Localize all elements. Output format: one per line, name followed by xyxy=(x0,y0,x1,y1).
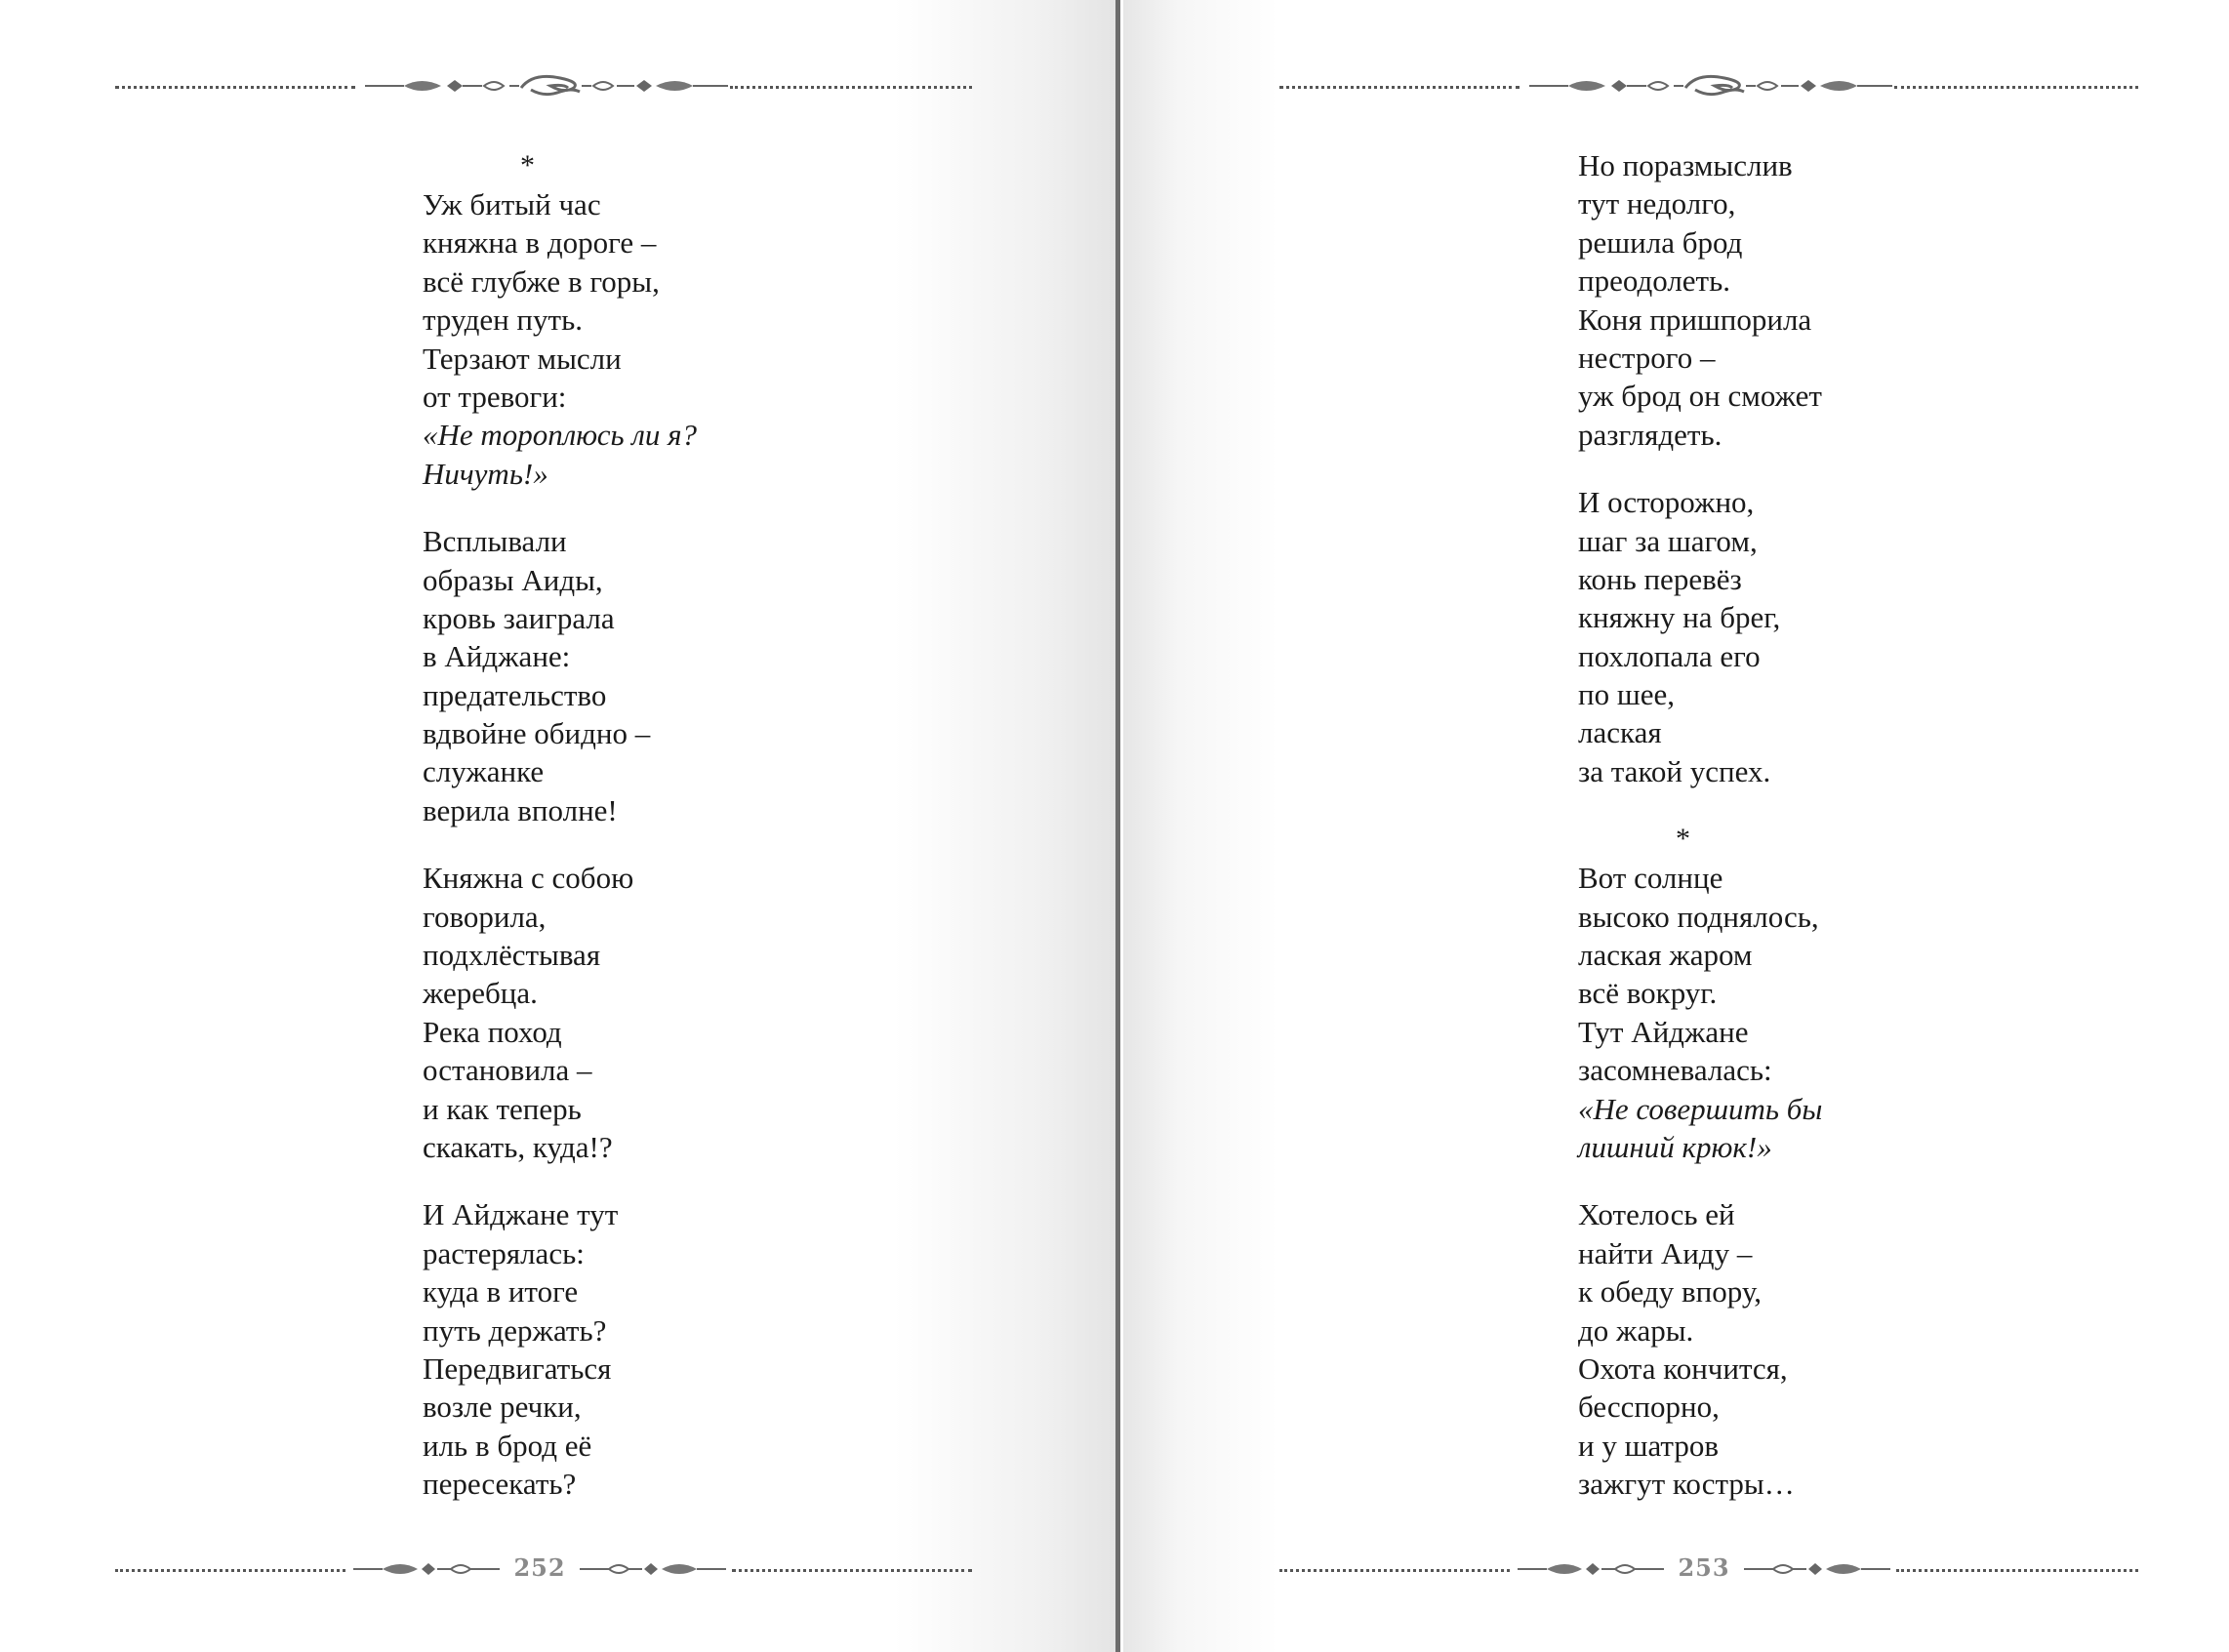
verse-line: И Айджане тут xyxy=(423,1197,619,1232)
header-ornament xyxy=(0,72,1117,101)
verse-line: княжна в дороге – xyxy=(423,225,657,261)
verse-line: уж брод он сможет xyxy=(1578,379,1822,414)
verse-line: иль в брод её xyxy=(423,1428,592,1463)
page-number: 253 xyxy=(1678,1553,1730,1582)
poem-text xyxy=(423,146,697,1533)
verse-line: жеребца. xyxy=(423,976,538,1011)
verse-line: путь держать? xyxy=(423,1312,607,1348)
verse-line: подхлёстывая xyxy=(423,938,601,973)
verse-line: лаская жаром xyxy=(1578,938,1753,973)
verse-line: всё вокруг. xyxy=(1578,976,1718,1011)
flourish-left-icon xyxy=(1518,1555,1664,1585)
header-ornament xyxy=(1123,72,2229,101)
stanza xyxy=(1578,820,1822,1166)
stanza xyxy=(423,522,697,829)
right-page xyxy=(1123,0,2229,1652)
verse-line: за такой успех. xyxy=(1578,753,1771,788)
verse-line: конь перевёз xyxy=(1578,561,1742,596)
verse-line: всё глубже в горы, xyxy=(423,263,660,299)
flourish-ornament-icon xyxy=(365,72,728,101)
verse-line: от тревоги: xyxy=(423,379,567,414)
verse-line: верила вполне! xyxy=(423,792,618,827)
verse-line: зажгут костры… xyxy=(1578,1467,1795,1502)
verse-line: и как теперь xyxy=(423,1091,582,1126)
verse-line: Охота кончится, xyxy=(1578,1350,1788,1386)
stanza xyxy=(1578,1195,1822,1503)
verse-line: решила брод xyxy=(1578,224,1743,260)
verse-line: возле речки, xyxy=(423,1390,582,1425)
verse-line: похлопала его xyxy=(1578,638,1761,673)
verse-line: остановила – xyxy=(423,1053,592,1088)
verse-line: преодолеть. xyxy=(1578,263,1730,299)
verse-line: Передвигаться xyxy=(423,1350,612,1386)
flourish-ornament-icon xyxy=(1529,72,1892,101)
verse-line: И осторожно, xyxy=(1578,485,1755,520)
verse-line: Река поход xyxy=(423,1014,562,1049)
stanza xyxy=(1578,483,1822,790)
flourish-right-icon xyxy=(1744,1555,1890,1585)
verse-line: Уж битый час xyxy=(423,187,601,222)
verse-line: высоко поднялось, xyxy=(1578,899,1819,934)
verse-line: засомневалась: xyxy=(1578,1053,1772,1088)
stanza xyxy=(1578,146,1822,454)
verse-line: разглядеть. xyxy=(1578,417,1722,452)
stanza xyxy=(423,146,697,493)
verse-line: Коня пришпорила xyxy=(1578,302,1812,337)
stanza xyxy=(423,859,697,1166)
verse-line: куда в итоге xyxy=(423,1274,579,1310)
verse-line: шаг за шагом, xyxy=(1578,523,1758,558)
verse-line: нестрого – xyxy=(1578,340,1716,375)
verse-line: Тут Айджане xyxy=(1578,1014,1749,1049)
verse-line: говорила, xyxy=(423,899,547,934)
verse-line: Вот солнце xyxy=(1578,861,1723,896)
verse-line: по шее, xyxy=(1578,677,1675,712)
verse-line: «Не тороплюсь ли я? xyxy=(423,418,698,453)
verse-line: пересекать? xyxy=(423,1467,577,1502)
verse-line: Но поразмыслив xyxy=(1578,148,1793,182)
verse-line: бесспорно, xyxy=(1578,1390,1720,1425)
verse-line: кровь заиграла xyxy=(423,600,615,635)
verse-line: найти Аиду – xyxy=(1578,1235,1753,1270)
section-separator: * xyxy=(520,149,535,181)
flourish-left-icon xyxy=(353,1555,500,1585)
verse-line: лишний крюк!» xyxy=(1578,1129,1772,1164)
verse-line: труден путь. xyxy=(423,302,583,338)
verse-line: и у шатров xyxy=(1578,1428,1719,1463)
verse-line: скакать, куда!? xyxy=(423,1129,613,1164)
flourish-right-icon xyxy=(580,1555,726,1585)
verse-line: к обеду впору, xyxy=(1578,1274,1763,1310)
verse-line: лаская xyxy=(1578,715,1662,750)
verse-line: Всплывали xyxy=(423,524,567,559)
verse-line: растерялась: xyxy=(423,1235,585,1270)
stanza xyxy=(423,1195,697,1503)
verse-line: Хотелось ей xyxy=(1578,1197,1735,1232)
verse-line: Ничуть!» xyxy=(423,456,548,491)
verse-line: «Не совершить бы xyxy=(1578,1091,1823,1126)
poem-text xyxy=(1578,146,1822,1533)
verse-line: предательство xyxy=(423,677,607,712)
book-spine xyxy=(1115,0,1120,1652)
verse-line: Терзают мысли xyxy=(423,341,622,376)
verse-line: до жары. xyxy=(1578,1312,1694,1348)
section-separator: * xyxy=(1676,823,1690,856)
verse-line: княжну на брег, xyxy=(1578,600,1781,635)
verse-line: Княжна с собою xyxy=(423,861,634,896)
verse-line: в Айджане: xyxy=(423,639,571,674)
verse-line: образы Аиды, xyxy=(423,562,603,597)
verse-line: тут недолго, xyxy=(1578,186,1736,222)
verse-line: служанке xyxy=(423,754,545,789)
page-number: 252 xyxy=(513,1553,566,1582)
verse-line: вдвойне обидно – xyxy=(423,716,651,751)
